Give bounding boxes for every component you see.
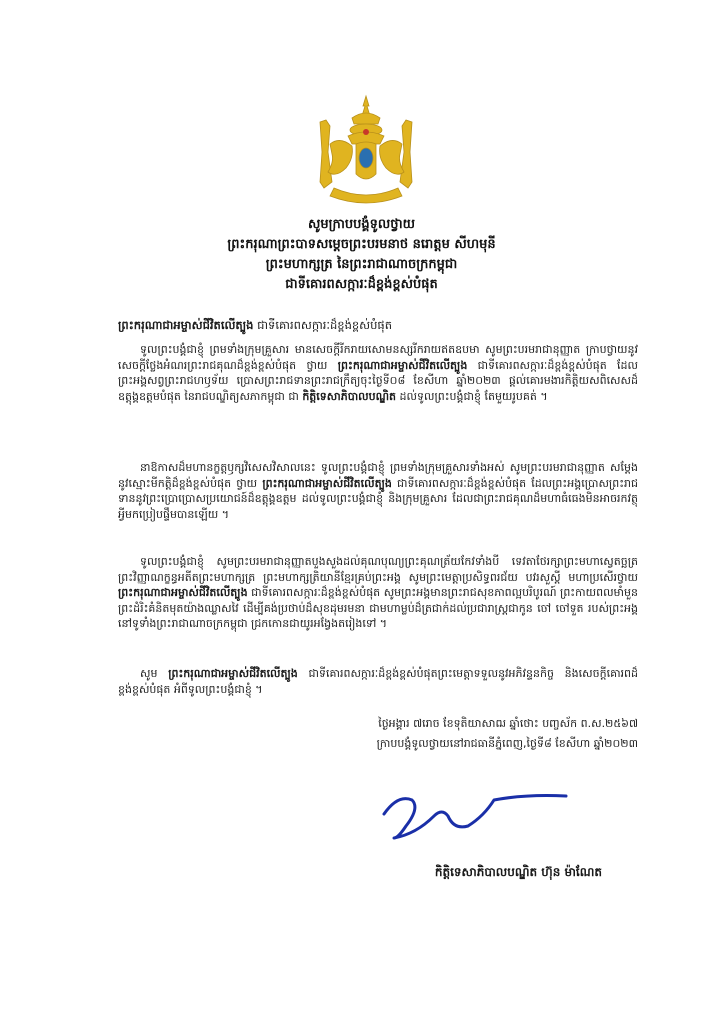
p1-king-title: ព្រះករុណាជាអម្ចាស់ជីវិតលើត្បូង: [337, 358, 468, 372]
royal-arms-emblem: [306, 92, 426, 212]
salutation-rest: ជាទីគោរពសក្ការៈដ៏ខ្ពង់ខ្ពស់បំផុត: [253, 318, 393, 332]
p1-text-e: ដល់ទូលព្រះបង្គំជាខ្ញុំ តែមួយរូបគត់ ។: [396, 389, 548, 403]
p2-king-title: ព្រះករុណាជាអម្ចាស់ជីវិតលើត្បូង: [262, 476, 392, 490]
date-lunar: ថ្ងៃអង្គារ ៧រោច ខែទុតិយាសាឍ ឆ្នាំថោះ បញ្ចស័ក ព.ស.២៥៦៧: [378, 717, 638, 730]
p4-king-title: ព្រះករុណាជាអម្ចាស់ជីវិតលើត្បូង: [168, 667, 298, 680]
date-solar: ក្រាបបង្គំទូលថ្វាយនៅរាជធានីភ្នំពេញ,ថ្ងៃទី៨ ខែសីហា ឆ្នាំ២០២៣: [376, 737, 638, 750]
p3-king-title: ព្រះករុណាជាអម្ចាស់ជីវិតលើត្បូង: [118, 586, 248, 600]
header-line-king-name: ព្រះករុណាព្រះបាទសម្តេចព្រះបរមនាថ នរោត្តម សីហមុនី: [227, 237, 496, 252]
p1-text-a: ទូលព្រះបង្គំជាខ្ញុំ ព្រមទាំងក្រុមគ្រួសារ មានសេចក្តីរីករាយសោមនស្សរីករាយឥតឧបមា សូមព្រះបរមរាជានុញ្ញាត ក្រាបថ្វាយនូវសេចក្តីថ្លែងអំណរព្រះរាជគុណដ៏ខ្ពង់ខ្ពស់បំផុត ថ្វាយ: [118, 343, 638, 372]
p2-text-c: ជាទីគោរពសក្ការៈដ៏ខ្ពង់ខ្ពស់បំផុត ដែលព្រះអង្គប្រោសព្រះរាជទាននូវព្រះប្រោប្រោសប្រយោជន៍ដ៏ឧត្តុង្គឧត្តម ដល់ទូលព្រះបង្គំជាខ្ញុំ និងក្រុមគ្រួសារ ដែលជាព្រះរាជគុណដ៏មហាធំធេងមិនអាចរកវត្ថុអ្វីមកប្រៀបផ្ទឹមបានឡើយ ។: [118, 476, 638, 521]
header-line-honorific: ជាទីគោរពសក្ការៈដ៏ខ្ពង់ខ្ពស់បំផុត: [285, 277, 438, 292]
paragraph-2: [118, 460, 638, 522]
p2-text-a: នាឱកាសដ៏មហានក្ខត្តឫក្សវិសេសវិសាលនេះ ទូលព្រះបង្គំជាខ្ញុំ ព្រមទាំងក្រុមគ្រួសារទាំងអស់ សូមព្រះបរមរាជានុញ្ញាត សម្តែងនូវស្មោះមីកត្តិដ៏ខ្ពង់ខ្ពស់បំផុត ថ្វាយ: [118, 461, 638, 490]
p3-text-a: ទូលព្រះបង្គំជាខ្ញុំ សូមព្រះបរមរាជានុញ្ញាតបួងសួងដល់គុណបុណ្យព្រះគុណត្រ័យកែវទាំងបី ទេវតាថែរក្សាព្រះមហាស្វេតច្ឆត្រ ព្រះវិញ្ញាណក្ខន្ធអតីតព្រះមហាក្សត្រ ព្រះមហាក្សត្រិយានីខ្មែរគ្រប់ព្រះអង្គ សូមព្រះមេត្តាប្រសិទ្ធពរជ័យ បវរសួស្តី មហាប្រសើរថ្វាយ: [118, 555, 638, 584]
p1-honorary-title: កិត្តិទេសាភិបាលបណ្ឌិត: [302, 389, 397, 403]
p3-text-c: ជាទីគោរពសក្ការៈដ៏ខ្ពង់ខ្ពស់បំផុត សូមព្រះអង្គមានព្រះរាជសុខភាពល្អបរិបូរណ៍ ព្រះកាយពលមាំមួន ព្រះដំរិះគំនិតមុតយ៉ាងឈ្លាសវៃ ដើម្បីគង់ប្រថាប់ដ៏សុខដុមរមនា ជាមហាម្លប់ដ៏ត្រជាក់ដល់ប្រជារាស្ត្រជាកូន ចៅ ចៅទួត របស់ព្រះអង្គនៅទូទាំងព្រះរាជាណាចក្រកម្ពុជា ជ្រកកោនជាយូរអង្វែងតរៀងទៅ ។: [118, 586, 638, 631]
p4-text-a: សូម: [140, 667, 169, 680]
header-line-king-title: ព្រះមហាក្សត្រ នៃព្រះរាជាណាចក្រកម្ពុជា: [265, 257, 458, 272]
paragraph-1: [118, 342, 638, 404]
header-line-salute: សូមក្រាបបង្គំទូលថ្វាយ: [307, 217, 416, 232]
handwritten-signature: [376, 786, 576, 846]
paragraph-3: [118, 554, 638, 632]
salutation-title: ព្រះករុណាជាអម្ចាស់ជីវិតលើត្បូង: [118, 318, 254, 332]
p4-text-c: ជាទីគោរពសក្ការៈដ៏ខ្ពង់ខ្ពស់បំផុតព្រះមេត្តាទទួលនូវអភិវន្ទនកិច្ច និងសេចក្តីគោរពដ៏ខ្ពង់ខ្ពស់បំផុត អំពីទូលព្រះបង្គំជាខ្ញុំ ។: [118, 667, 638, 696]
p1-text-c: ជាទីគោរពសក្ការៈដ៏ខ្ពង់ខ្ពស់បំផុត ដែលព្រះអង្គសព្វព្រះរាជហឫទ័យ ប្រោសព្រះរាជទានព្រះរាជក្រឹត្យចុះថ្ងៃទី០៨ ខែសីហា ឆ្នាំ២០២៣ ផ្តល់គោរមងារកិត្តិយសពិសេសដ៏ឧត្តុង្គឧត្តមបំផុត នៃរាជបណ្ឌិត្យសភាកម្ពុជា ជា: [118, 358, 638, 403]
salutation: [118, 318, 392, 335]
signer-name: កិត្តិទេសាភិបាលបណ្ឌិត ហ៊ុន ម៉ាណែត: [434, 865, 602, 879]
paragraph-4: [118, 666, 638, 697]
